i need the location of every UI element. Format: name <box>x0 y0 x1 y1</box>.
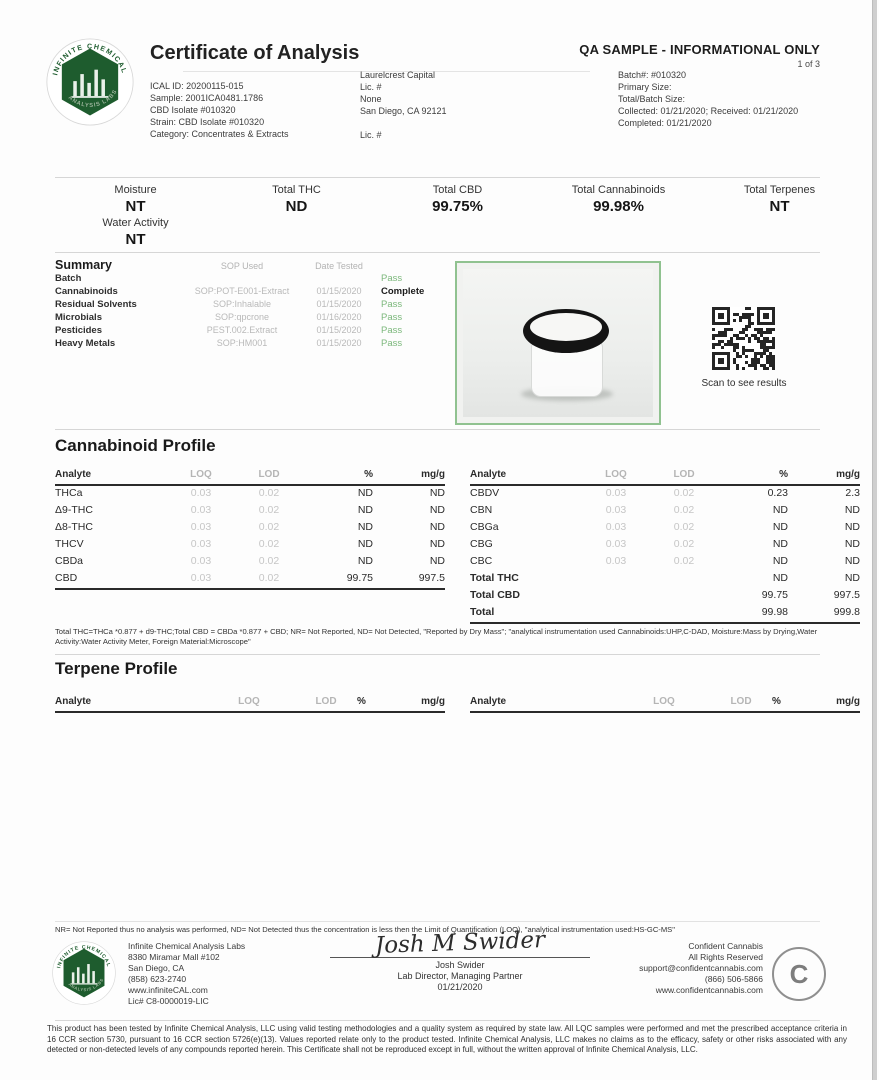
summary-date: 01/15/2020 <box>316 338 362 348</box>
qr-caption: Scan to see results <box>701 378 787 389</box>
qa-sample-label: QA SAMPLE - INFORMATIONAL ONLY <box>579 42 820 57</box>
metrics-row <box>55 184 860 250</box>
lab-info-block <box>128 941 245 1007</box>
analyte-lod: 0.02 <box>258 555 280 567</box>
analyte-loq: 0.03 <box>190 487 212 499</box>
analyte-loq: 0.03 <box>605 555 627 567</box>
col-mg: mg/g <box>836 696 860 707</box>
client-info-line <box>360 117 447 129</box>
summary-row <box>55 338 427 351</box>
metric-label: Total Terpenes <box>743 184 816 196</box>
divider <box>55 921 820 922</box>
analyte-name: CBG <box>470 538 493 550</box>
signer-title: Lab Director, Managing Partner <box>397 971 523 981</box>
terpene-profile-title: Terpene Profile <box>55 659 178 678</box>
sample-info-line: Sample: 2001ICA0481.1786 <box>150 93 264 103</box>
analyte-mg: ND <box>429 504 445 516</box>
status-badge: Pass <box>381 273 403 284</box>
status-badge: Pass <box>381 312 403 323</box>
metric-value: ND <box>285 198 308 215</box>
table-row <box>55 503 445 520</box>
summary-row <box>55 325 427 338</box>
client-info-block <box>360 69 447 141</box>
cannabinoid-rows-right <box>470 486 860 622</box>
qr-finder-icon <box>712 307 730 325</box>
summary-date: 01/15/2020 <box>316 286 362 296</box>
divider <box>55 654 820 655</box>
lab-info-line: Infinite Chemical Analysis Labs <box>128 941 246 951</box>
terpene-table-right <box>470 696 860 713</box>
analyte-lod: 0.02 <box>258 521 280 533</box>
analyte-name: Δ9-THC <box>55 504 93 516</box>
nr-note: NR= Not Reported thus no analysis was performed, ND= Not Detected thus the concentration is less then the Limit of Quantification (LOQ), "analytical instrumentation used:HS-GC-MS" <box>55 925 675 934</box>
divider <box>55 252 820 253</box>
metric-label: Total CBD <box>432 184 483 196</box>
divider <box>55 177 820 178</box>
metric <box>538 184 699 250</box>
metric-label: Moisture <box>114 184 157 196</box>
page-title: Certificate of Analysis <box>150 42 360 64</box>
metric-label: Total THC <box>272 184 321 196</box>
col-lod: LOD <box>730 696 752 707</box>
lab-info-line: 8380 Miramar Mall #102 <box>128 952 220 962</box>
summary-test-name: Batch <box>55 273 82 284</box>
col-mg: mg/g <box>421 696 445 707</box>
summary-sop: SOP:POT-E001-Extract <box>194 286 290 296</box>
signature-script: Josh M Swider <box>374 927 546 959</box>
terpene-header-row <box>55 696 445 713</box>
table-row <box>55 554 445 571</box>
signer-name: Josh Swider <box>435 960 485 970</box>
analyte-name: THCa <box>55 487 83 499</box>
signature-date: 01/21/2020 <box>437 982 483 992</box>
batch-info-block <box>618 69 798 129</box>
summary-sop: PEST.002.Extract <box>206 325 278 335</box>
batch-info-line: Batch#: #010320 <box>618 70 687 80</box>
confident-cannabis-logo-icon <box>772 947 826 1001</box>
metric-value: 99.75% <box>432 198 483 215</box>
legal-disclaimer: This product has been tested by Infinite Chemical Analysis, LLC using valid testing methodologies and a quality system as required by state law. All LQC samples were performed and met the prescribed acceptance criteria in 16 CCR section 5730, pursuant to 16 CCR section 5726(e)(13). Values reported relate only to the product tested. Infinite Chemical Analysis, LLC makes no claims as to the efficacy, safety or other risks associated with any detected or non-detected levels of any compounds reported herein. This Certificate shall not be reproduced except in full, without the written approval of Infinite Chemical Analysis, LLC. <box>47 1024 847 1054</box>
analyte-pct: ND <box>772 521 788 533</box>
analyte-mg: ND <box>844 555 860 567</box>
col-pct: % <box>357 696 366 707</box>
terpene-table-left <box>55 696 445 713</box>
metric-value-secondary: NT <box>125 231 146 248</box>
analyte-lod: 0.02 <box>673 504 695 516</box>
analyte-lod: 0.02 <box>258 538 280 550</box>
analyte-mg: 997.5 <box>833 589 860 601</box>
analyte-mg: ND <box>429 521 445 533</box>
analyte-lod: 0.02 <box>673 521 695 533</box>
status-badge: Pass <box>381 338 403 349</box>
analyte-mg: 997.5 <box>418 572 445 584</box>
metric-label: Total Cannabinoids <box>571 184 666 196</box>
metric-label-secondary: Water Activity <box>102 217 169 229</box>
lab-logo-icon <box>46 38 134 126</box>
product-photo <box>455 261 661 425</box>
summary-header-row <box>55 258 427 273</box>
col-loq: LOQ <box>653 696 675 707</box>
qr-finder-icon <box>757 307 775 325</box>
analyte-name: CBD <box>55 572 78 584</box>
divider <box>55 429 820 430</box>
col-lod: LOD <box>315 696 337 707</box>
table-row <box>55 486 445 503</box>
analyte-loq: 0.03 <box>605 538 627 550</box>
analyte-name: CBDa <box>55 555 84 567</box>
confident-info-line: (866) 506-5866 <box>704 974 763 984</box>
analyte-loq: 0.03 <box>190 572 212 584</box>
table-row <box>470 503 860 520</box>
summary-test-name: Pesticides <box>55 325 102 336</box>
summary-row <box>55 312 427 325</box>
analyte-pct: ND <box>772 504 788 516</box>
col-pct: % <box>772 696 781 707</box>
analyte-loq: 0.03 <box>605 487 627 499</box>
analyte-mg: ND <box>429 538 445 550</box>
summary-rows <box>55 273 427 351</box>
summary-sop: SOP:HM001 <box>216 338 268 348</box>
col-analyte: Analyte <box>470 469 507 480</box>
table-row <box>470 571 860 588</box>
confident-info-line: www.confidentcannabis.com <box>655 985 763 995</box>
analyte-pct: 99.98 <box>761 606 788 618</box>
analyte-lod: 0.02 <box>258 487 280 499</box>
analyte-mg: ND <box>429 555 445 567</box>
col-loq: LOQ <box>238 696 260 707</box>
analyte-pct: 99.75 <box>346 572 373 584</box>
col-pct: % <box>779 469 788 480</box>
analyte-name: Δ8-THC <box>55 521 93 533</box>
analyte-loq: 0.03 <box>190 555 212 567</box>
analyte-pct: ND <box>357 487 373 499</box>
metric <box>699 184 860 250</box>
client-info-line: Laurelcrest Capital <box>360 70 436 80</box>
lab-info-line: www.infiniteCAL.com <box>128 985 208 995</box>
lab-info-line: San Diego, CA <box>128 963 185 973</box>
summary-col-date: Date Tested <box>315 261 363 271</box>
analyte-lod: 0.02 <box>673 487 695 499</box>
metric-value: 99.98% <box>593 198 644 215</box>
status-badge: Pass <box>381 325 403 336</box>
client-info-line: Lic. # <box>360 130 382 140</box>
analyte-mg: ND <box>429 487 445 499</box>
photo-background <box>463 269 653 417</box>
metric-value: NT <box>769 198 790 215</box>
qr-code <box>712 307 775 370</box>
client-info-line: None <box>360 94 382 104</box>
summary-row <box>55 286 427 299</box>
sample-info-block <box>150 80 289 140</box>
col-analyte: Analyte <box>55 469 92 480</box>
col-mg: mg/g <box>421 469 445 480</box>
metric-value: NT <box>125 198 146 215</box>
scan-edge-shadow <box>872 0 877 1080</box>
summary-sop: SOP:Inhalable <box>212 299 272 309</box>
summary-test-name: Heavy Metals <box>55 338 116 349</box>
batch-info-line: Completed: 01/21/2020 <box>618 118 712 128</box>
confident-cannabis-monogram: C <box>789 958 809 989</box>
table-row <box>55 537 445 554</box>
analyte-pct: ND <box>357 504 373 516</box>
analyte-pct: ND <box>357 555 373 567</box>
lab-info-line: (858) 623-2740 <box>128 974 187 984</box>
batch-info-line: Primary Size: <box>618 82 672 92</box>
summary-sop: SOP:qpcrone <box>214 312 270 322</box>
analyte-loq: 0.03 <box>190 538 212 550</box>
analyte-pct: ND <box>772 555 788 567</box>
analyte-lod: 0.02 <box>258 572 280 584</box>
table-row <box>470 486 860 503</box>
client-info-line: Lic. # <box>360 82 382 92</box>
qr-finder-icon <box>712 352 730 370</box>
status-badge: Pass <box>381 299 403 310</box>
qa-sample-block <box>500 42 820 69</box>
col-mg: mg/g <box>836 469 860 480</box>
sample-info-line: Category: Concentrates & Extracts <box>150 129 289 139</box>
metric <box>55 184 216 250</box>
cannabinoid-header-row <box>470 469 860 486</box>
cannabinoid-footnote: Total THC=THCa *0.877 + d9-THC;Total CBD = CBDa *0.877 + CBD; NR= Not Reported, ND= Not Detected, "Reported by Dry Mass"; "analytical instrumentation used Cannabinoids:UHP,C-DAD, Moisture:Mass by Drying,Water Activity:Water Activity Meter, Foreign Material:Microscope" <box>55 627 818 646</box>
summary-table <box>55 258 427 351</box>
table-row <box>470 554 860 571</box>
status-badge: Complete <box>381 286 425 297</box>
analyte-mg: ND <box>844 572 860 584</box>
summary-test-name: Residual Solvents <box>55 299 137 310</box>
lab-logo-icon <box>52 941 116 1005</box>
metric <box>216 184 377 250</box>
analyte-name: Total CBD <box>470 589 520 601</box>
table-row <box>55 571 445 588</box>
batch-info-line: Total/Batch Size: <box>618 94 686 104</box>
metric <box>377 184 538 250</box>
table-row <box>470 520 860 537</box>
analyte-mg: ND <box>844 521 860 533</box>
confident-info-line: support@confidentcannabis.com <box>639 963 763 973</box>
analyte-name: CBC <box>470 555 493 567</box>
sample-info-line: Strain: CBD Isolate #010320 <box>150 117 265 127</box>
jar-lid <box>523 309 609 353</box>
summary-row <box>55 273 427 286</box>
analyte-loq: 0.03 <box>605 521 627 533</box>
analyte-name: THCV <box>55 538 84 550</box>
summary-date: 01/15/2020 <box>316 325 362 335</box>
col-analyte: Analyte <box>55 696 92 707</box>
summary-date: 01/16/2020 <box>316 312 362 322</box>
analyte-pct: ND <box>772 538 788 550</box>
col-loq: LOQ <box>605 469 627 480</box>
analyte-mg: ND <box>844 504 860 516</box>
signature-block <box>330 927 590 993</box>
cannabinoid-header-row <box>55 469 445 486</box>
analyte-mg: 2.3 <box>845 487 860 499</box>
batch-info-line: Collected: 01/21/2020; Received: 01/21/2020 <box>618 106 799 116</box>
analyte-loq: 0.03 <box>190 504 212 516</box>
col-pct: % <box>364 469 373 480</box>
analyte-pct: 0.23 <box>767 487 788 499</box>
table-row <box>470 605 860 622</box>
analyte-pct: ND <box>357 538 373 550</box>
analyte-name: Total <box>470 606 495 618</box>
table-row <box>470 537 860 554</box>
confident-cannabis-block <box>555 941 763 996</box>
terpene-header-row <box>470 696 860 713</box>
lab-info-line: Lic# C8-0000019-LIC <box>128 996 209 1006</box>
page-indicator: 1 of 3 <box>797 59 820 69</box>
sample-info-line: CBD Isolate #010320 <box>150 105 236 115</box>
sample-info-line: ICAL ID: 20200115-015 <box>150 81 244 91</box>
table-row <box>470 588 860 605</box>
analyte-mg: 999.8 <box>833 606 860 618</box>
analyte-pct: 99.75 <box>761 589 788 601</box>
analyte-lod: 0.02 <box>673 555 695 567</box>
analyte-name: Total THC <box>470 572 519 584</box>
col-lod: LOD <box>258 469 280 480</box>
table-row <box>55 520 445 537</box>
analyte-pct: ND <box>357 521 373 533</box>
analyte-loq: 0.03 <box>190 521 212 533</box>
cannabinoid-rows-left <box>55 486 445 588</box>
analyte-lod: 0.02 <box>673 538 695 550</box>
divider <box>55 1020 820 1021</box>
cannabinoid-table-right <box>470 469 860 624</box>
col-lod: LOD <box>673 469 695 480</box>
cannabinoid-profile-title: Cannabinoid Profile <box>55 436 216 455</box>
summary-row <box>55 299 427 312</box>
analyte-pct: ND <box>772 572 788 584</box>
confident-info-line: All Rights Reserved <box>688 952 763 962</box>
col-analyte: Analyte <box>470 696 507 707</box>
col-loq: LOQ <box>190 469 212 480</box>
analyte-name: CBGa <box>470 521 499 533</box>
confident-info-line: Confident Cannabis <box>688 941 763 951</box>
cannabinoid-table-left <box>55 469 445 590</box>
analyte-name: CBDV <box>470 487 500 499</box>
summary-test-name: Cannabinoids <box>55 286 118 297</box>
summary-col-sop: SOP Used <box>220 261 264 271</box>
analyte-lod: 0.02 <box>258 504 280 516</box>
summary-title: Summary <box>55 258 112 272</box>
analyte-loq: 0.03 <box>605 504 627 516</box>
analyte-name: CBN <box>470 504 493 516</box>
analyte-mg: ND <box>844 538 860 550</box>
summary-test-name: Microbials <box>55 312 102 323</box>
client-info-line: San Diego, CA 92121 <box>360 106 447 116</box>
summary-date: 01/15/2020 <box>316 299 362 309</box>
